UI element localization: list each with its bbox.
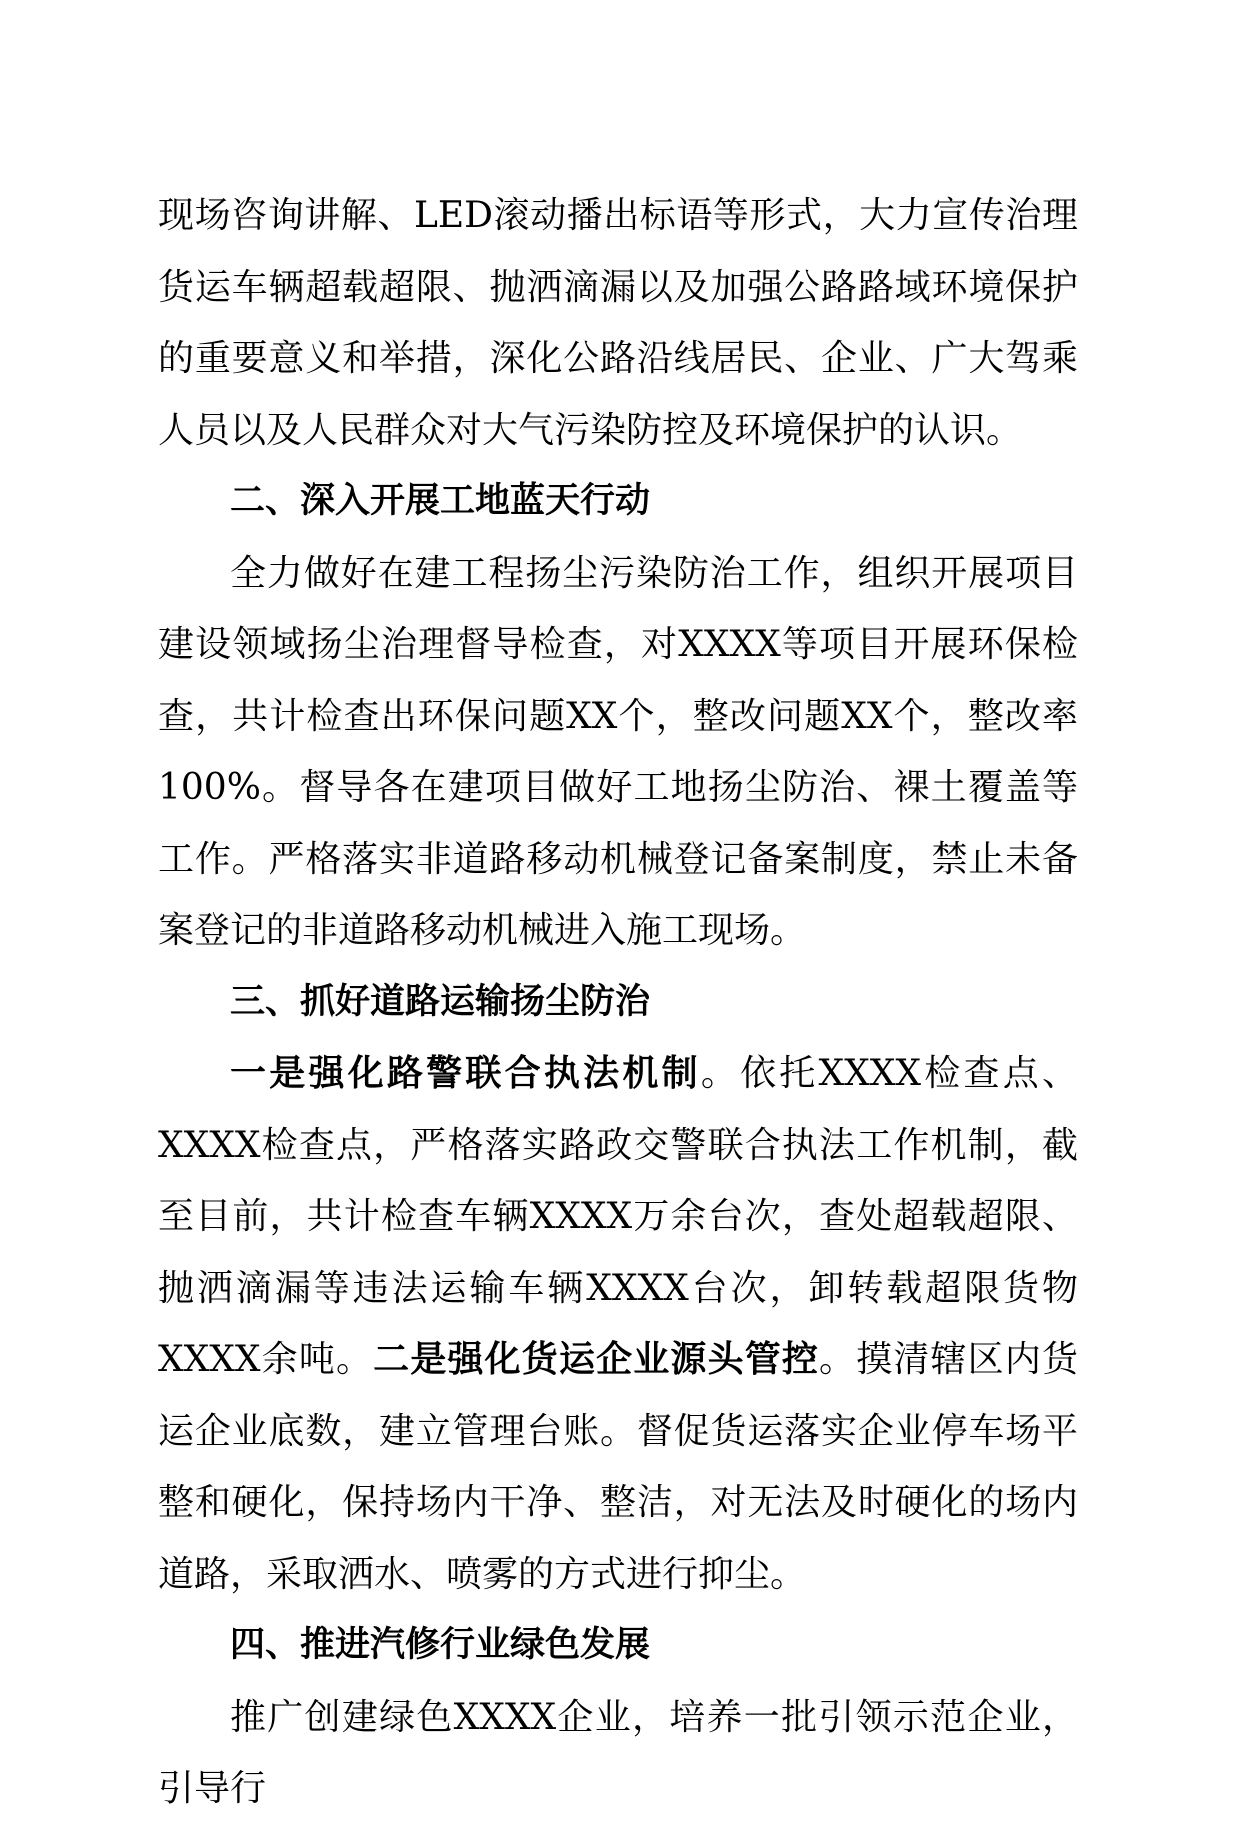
section-2-heading: 二、深入开展工地蓝天行动 bbox=[230, 481, 651, 521]
section-3-heading: 三、抓好道路运输扬尘防治 bbox=[230, 981, 651, 1022]
section-4-heading: 四、推进汽修行业绿色发展 bbox=[230, 1625, 651, 1665]
section-3-paragraph bbox=[158, 1038, 1078, 1610]
point-1-title: 一是强化路警联合执法机制 bbox=[230, 1053, 701, 1094]
section-2-paragraph: 全力做好在建工程扬尘污染防治工作，组织开展项目建设领域扬尘治理督导检查，对XXXX等项目开展环保检查，共计检查出环保问题XX个，整改问题XX个，整改率100%。督导各在建项目做好工地扬尘防治、裸土覆盖等工作。严格落实非道路移动机械登记备案制度，禁止未备案登记的非道路移动机械进入施工现场。 bbox=[158, 552, 1078, 951]
point-2-title: 二是强化货运企业源头管控 bbox=[373, 1339, 820, 1380]
intro-paragraph: 现场咨询讲解、LED滚动播出标语等形式，大力宣传治理货运车辆超载超限、抛洒滴漏以及加强公路路域环境保护的重要意义和举措，深化公路沿线居民、企业、广大驾乘人员以及人民群众对大气污染防控及环境保护的认识。 bbox=[158, 195, 1078, 451]
point-1-text: 。依托XXXX检查点、XXXX检查点，严格落实路政交警联合执法工作机制，截至目前，共计检查车辆XXXX万余台次，查处超载超限、抛洒滴漏等违法运输车辆XXXX台次，卸转载超限货物XXXX余吨。 bbox=[158, 1053, 1078, 1380]
point-2-text: 。摸清辖区内货运企业底数，建立管理台账。督促货运落实企业停车场平整和硬化，保持场内干净、整洁，对无法及时硬化的场内道路，采取洒水、喷雾的方式进行抑尘。 bbox=[158, 1339, 1078, 1595]
section-4-paragraph: 推广创建绿色XXXX企业，培养一批引领示范企业，引导行 bbox=[158, 1696, 1078, 1809]
document-body bbox=[158, 180, 1078, 1825]
